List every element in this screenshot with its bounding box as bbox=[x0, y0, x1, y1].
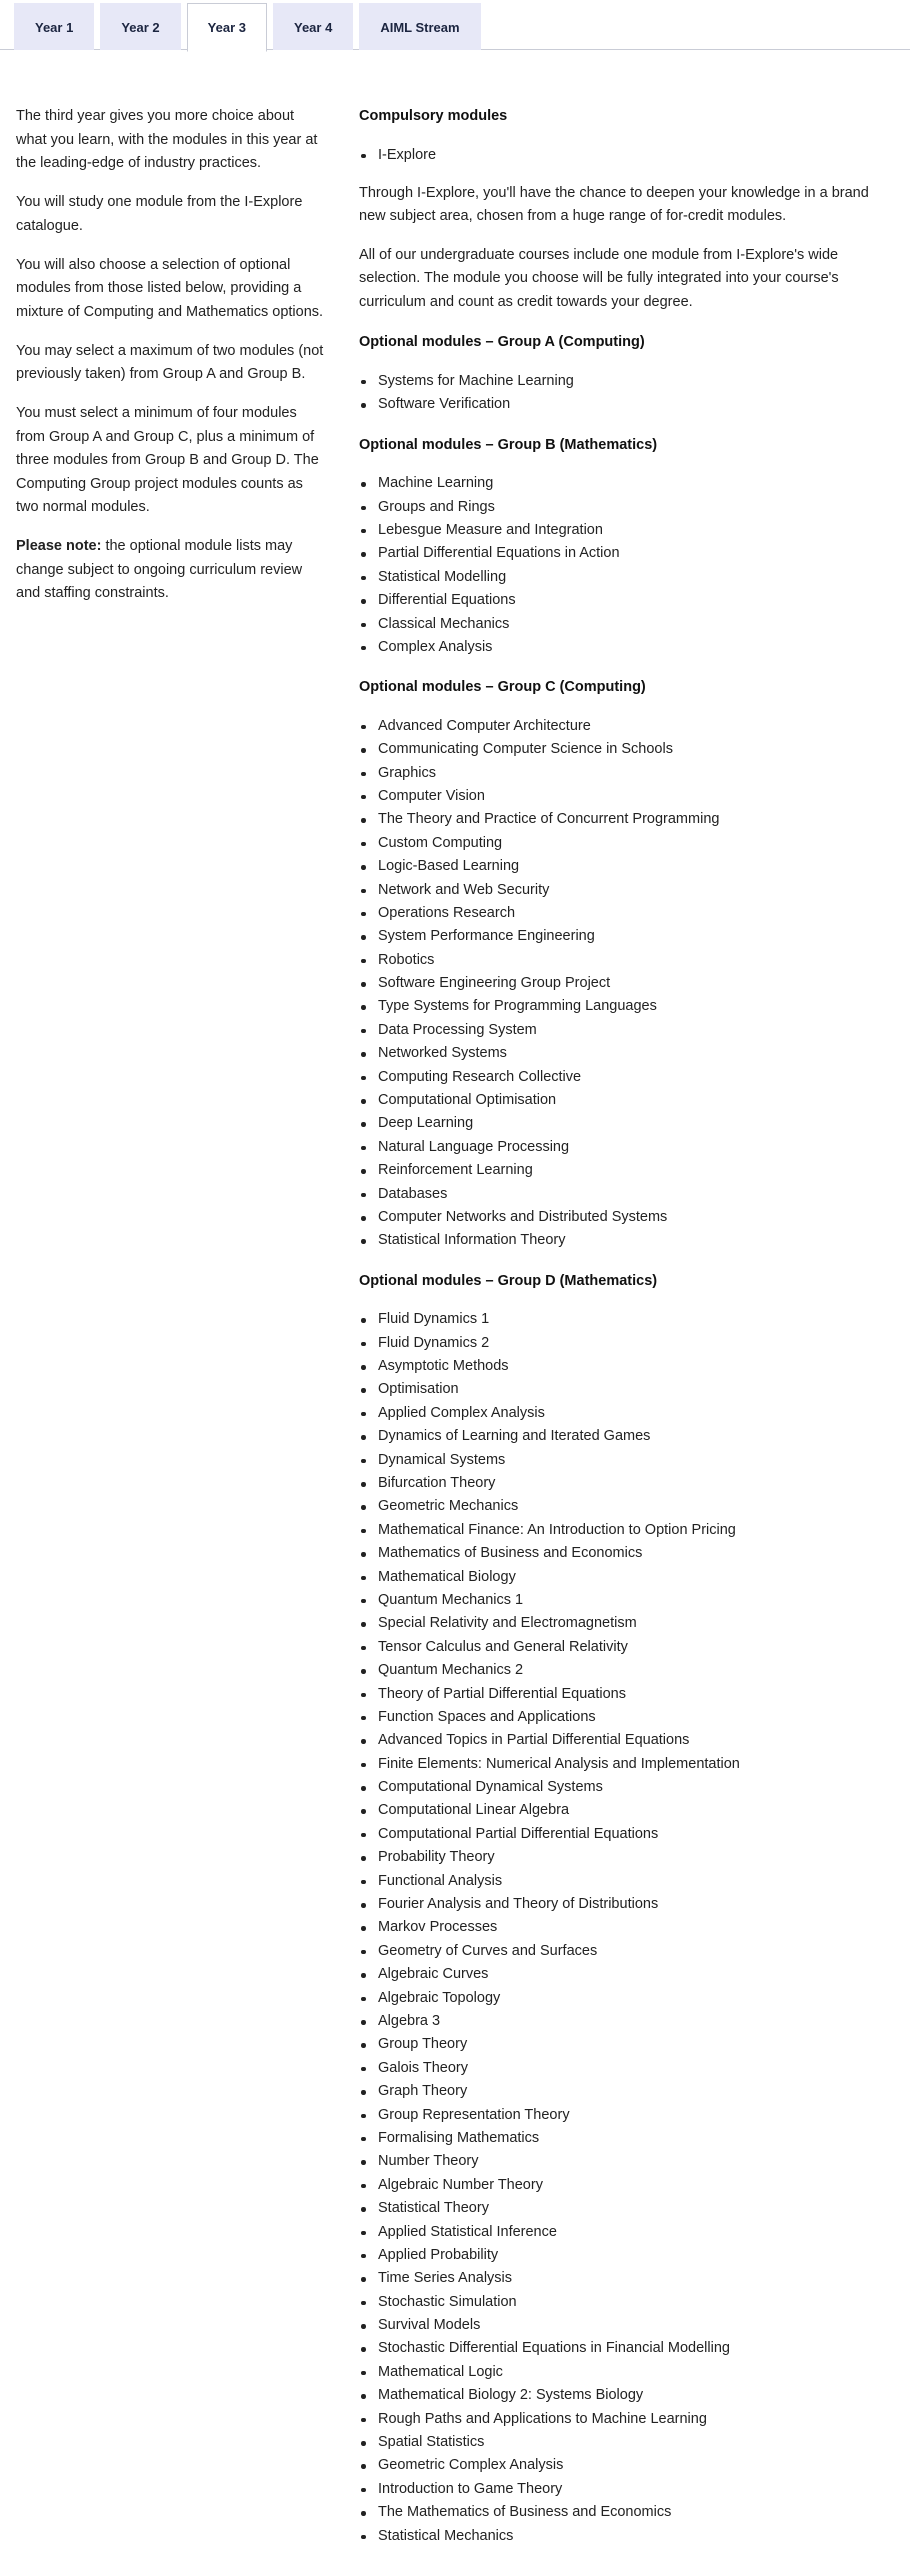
list-item: Time Series Analysis bbox=[359, 2267, 889, 2290]
list-item: Group Representation Theory bbox=[359, 2104, 889, 2127]
list-item: Mathematics of Business and Economics bbox=[359, 1542, 889, 1565]
list-item: Stochastic Simulation bbox=[359, 2291, 889, 2314]
modules-column bbox=[359, 105, 889, 2548]
list-item: Systems for Machine Learning bbox=[359, 370, 889, 393]
intro-paragraph: You may select a maximum of two modules (not previously taken) from Group A and Group B. bbox=[16, 342, 324, 382]
list-item: Mathematical Biology bbox=[359, 1566, 889, 1589]
iexplore-paragraph: All of our undergraduate courses include one module from I-Explore's wide selection. The module you choose will be fully integrated into your course's curriculum and count as credit towards your degree. bbox=[359, 246, 839, 310]
list-item: Asymptotic Methods bbox=[359, 1355, 889, 1378]
list-item: Tensor Calculus and General Relativity bbox=[359, 1636, 889, 1659]
intro-paragraph: You will also choose a selection of optional modules from those listed below, providing a mixture of Computing and Mathematics options. bbox=[16, 256, 324, 320]
group-b-heading: Optional modules – Group B (Mathematics) bbox=[359, 436, 658, 453]
list-item: Groups and Rings bbox=[359, 496, 889, 519]
list-item: Complex Analysis bbox=[359, 636, 889, 659]
list-item: Computer Networks and Distributed Systems bbox=[359, 1206, 889, 1229]
tab-year-4[interactable]: Year 4 bbox=[273, 3, 353, 50]
group-a-list bbox=[359, 370, 889, 417]
list-item: Mathematical Biology 2: Systems Biology bbox=[359, 2384, 889, 2407]
intro-paragraph: You will study one module from the I-Explore catalogue. bbox=[16, 194, 303, 234]
tab-year-2[interactable]: Year 2 bbox=[100, 3, 180, 50]
list-item: Graph Theory bbox=[359, 2080, 889, 2103]
list-item: Applied Statistical Inference bbox=[359, 2221, 889, 2244]
list-item: Computing Research Collective bbox=[359, 1066, 889, 1089]
list-item: Reinforcement Learning bbox=[359, 1159, 889, 1182]
list-item: Computational Dynamical Systems bbox=[359, 1776, 889, 1799]
list-item: Computer Vision bbox=[359, 785, 889, 808]
list-item: Spatial Statistics bbox=[359, 2431, 889, 2454]
list-item: Databases bbox=[359, 1183, 889, 1206]
list-item: Mathematical Logic bbox=[359, 2361, 889, 2384]
list-item: Partial Differential Equations in Action bbox=[359, 542, 889, 565]
list-item: Software Verification bbox=[359, 393, 889, 416]
year-tabs bbox=[0, 0, 910, 50]
list-item: Differential Equations bbox=[359, 589, 889, 612]
list-item: Computational Linear Algebra bbox=[359, 1799, 889, 1822]
list-item: Software Engineering Group Project bbox=[359, 972, 889, 995]
list-item: Statistical Information Theory bbox=[359, 1229, 889, 1252]
list-item: Network and Web Security bbox=[359, 879, 889, 902]
list-item: Statistical Theory bbox=[359, 2197, 889, 2220]
list-item: I-Explore bbox=[359, 144, 889, 167]
tab-aiml-stream[interactable]: AIML Stream bbox=[359, 3, 480, 50]
list-item: Dynamics of Learning and Iterated Games bbox=[359, 1425, 889, 1448]
list-item: System Performance Engineering bbox=[359, 925, 889, 948]
list-item: Fourier Analysis and Theory of Distributions bbox=[359, 1893, 889, 1916]
list-item: Functional Analysis bbox=[359, 1870, 889, 1893]
list-item: Geometric Complex Analysis bbox=[359, 2454, 889, 2477]
list-item: Natural Language Processing bbox=[359, 1136, 889, 1159]
compulsory-heading: Compulsory modules bbox=[359, 108, 508, 124]
note-text: the optional module lists may change subject to ongoing curriculum review and staffing constraints. bbox=[16, 538, 303, 601]
list-item: Special Relativity and Electromagnetism bbox=[359, 1612, 889, 1635]
list-item: Graphics bbox=[359, 762, 889, 785]
list-item: Type Systems for Programming Languages bbox=[359, 995, 889, 1018]
list-item: Number Theory bbox=[359, 2150, 889, 2173]
list-item: Quantum Mechanics 2 bbox=[359, 1659, 889, 1682]
list-item: Algebraic Topology bbox=[359, 1987, 889, 2010]
list-item: Robotics bbox=[359, 949, 889, 972]
group-a-heading: Optional modules – Group A (Computing) bbox=[359, 334, 645, 351]
compulsory-list bbox=[359, 144, 889, 167]
group-c-list bbox=[359, 715, 889, 1253]
list-item: Dynamical Systems bbox=[359, 1449, 889, 1472]
list-item: Statistical Mechanics bbox=[359, 2525, 889, 2548]
list-item: The Mathematics of Business and Economics bbox=[359, 2501, 889, 2524]
list-item: Quantum Mechanics 1 bbox=[359, 1589, 889, 1612]
group-c-heading: Optional modules – Group C (Computing) bbox=[359, 679, 646, 696]
list-item: Group Theory bbox=[359, 2033, 889, 2056]
list-item: Geometric Mechanics bbox=[359, 1495, 889, 1518]
iexplore-paragraph: Through I-Explore, you'll have the chance to deepen your knowledge in a brand new subject area, chosen from a huge range of for-credit modules. bbox=[359, 184, 869, 225]
list-item: Computational Partial Differential Equations bbox=[359, 1823, 889, 1846]
list-item: Stochastic Differential Equations in Financial Modelling bbox=[359, 2337, 889, 2360]
note-label: Please note: bbox=[16, 538, 102, 554]
list-item: Logic-Based Learning bbox=[359, 855, 889, 878]
list-item: Algebraic Number Theory bbox=[359, 2174, 889, 2197]
list-item: Communicating Computer Science in Schools bbox=[359, 738, 889, 761]
list-item: Fluid Dynamics 2 bbox=[359, 1332, 889, 1355]
list-item: Custom Computing bbox=[359, 832, 889, 855]
list-item: Machine Learning bbox=[359, 472, 889, 495]
list-item: Statistical Modelling bbox=[359, 566, 889, 589]
list-item: Applied Probability bbox=[359, 2244, 889, 2267]
list-item: Classical Mechanics bbox=[359, 613, 889, 636]
list-item: Mathematical Finance: An Introduction to Option Pricing bbox=[359, 1519, 889, 1542]
list-item: Galois Theory bbox=[359, 2057, 889, 2080]
list-item: Networked Systems bbox=[359, 1042, 889, 1065]
list-item: Probability Theory bbox=[359, 1846, 889, 1869]
tab-list bbox=[14, 3, 481, 51]
list-item: Algebraic Curves bbox=[359, 1963, 889, 1986]
list-item: Survival Models bbox=[359, 2314, 889, 2337]
list-item: Operations Research bbox=[359, 902, 889, 925]
list-item: Finite Elements: Numerical Analysis and Implementation bbox=[359, 1753, 889, 1776]
list-item: Fluid Dynamics 1 bbox=[359, 1308, 889, 1331]
list-item: Rough Paths and Applications to Machine Learning bbox=[359, 2408, 889, 2431]
list-item: Deep Learning bbox=[359, 1112, 889, 1135]
list-item: Formalising Mathematics bbox=[359, 2127, 889, 2150]
group-b-list bbox=[359, 472, 889, 659]
list-item: Data Processing System bbox=[359, 1019, 889, 1042]
list-item: Bifurcation Theory bbox=[359, 1472, 889, 1495]
list-item: The Theory and Practice of Concurrent Programming bbox=[359, 808, 889, 831]
list-item: Introduction to Game Theory bbox=[359, 2478, 889, 2501]
tab-year-3[interactable]: Year 3 bbox=[187, 3, 267, 52]
list-item: Algebra 3 bbox=[359, 2010, 889, 2033]
list-item: Optimisation bbox=[359, 1378, 889, 1401]
list-item: Advanced Computer Architecture bbox=[359, 715, 889, 738]
intro-column bbox=[16, 105, 324, 621]
group-d-list bbox=[359, 1308, 889, 2548]
tab-year-1[interactable]: Year 1 bbox=[14, 3, 94, 50]
list-item: Theory of Partial Differential Equations bbox=[359, 1683, 889, 1706]
list-item: Lebesgue Measure and Integration bbox=[359, 519, 889, 542]
intro-paragraph: The third year gives you more choice about what you learn, with the modules in this year at the leading-edge of industry practices. bbox=[16, 108, 318, 171]
list-item: Computational Optimisation bbox=[359, 1089, 889, 1112]
group-d-heading: Optional modules – Group D (Mathematics) bbox=[359, 1272, 658, 1289]
curriculum-note bbox=[16, 535, 324, 606]
list-item: Geometry of Curves and Surfaces bbox=[359, 1940, 889, 1963]
list-item: Function Spaces and Applications bbox=[359, 1706, 889, 1729]
list-item: Applied Complex Analysis bbox=[359, 1402, 889, 1425]
list-item: Markov Processes bbox=[359, 1916, 889, 1939]
intro-paragraph: You must select a minimum of four modules from Group A and Group C, plus a minimum of three modules from Group B and Group D. The Computing Group project modules counts as two normal modules. bbox=[16, 405, 319, 515]
list-item: Advanced Topics in Partial Differential Equations bbox=[359, 1729, 889, 1752]
